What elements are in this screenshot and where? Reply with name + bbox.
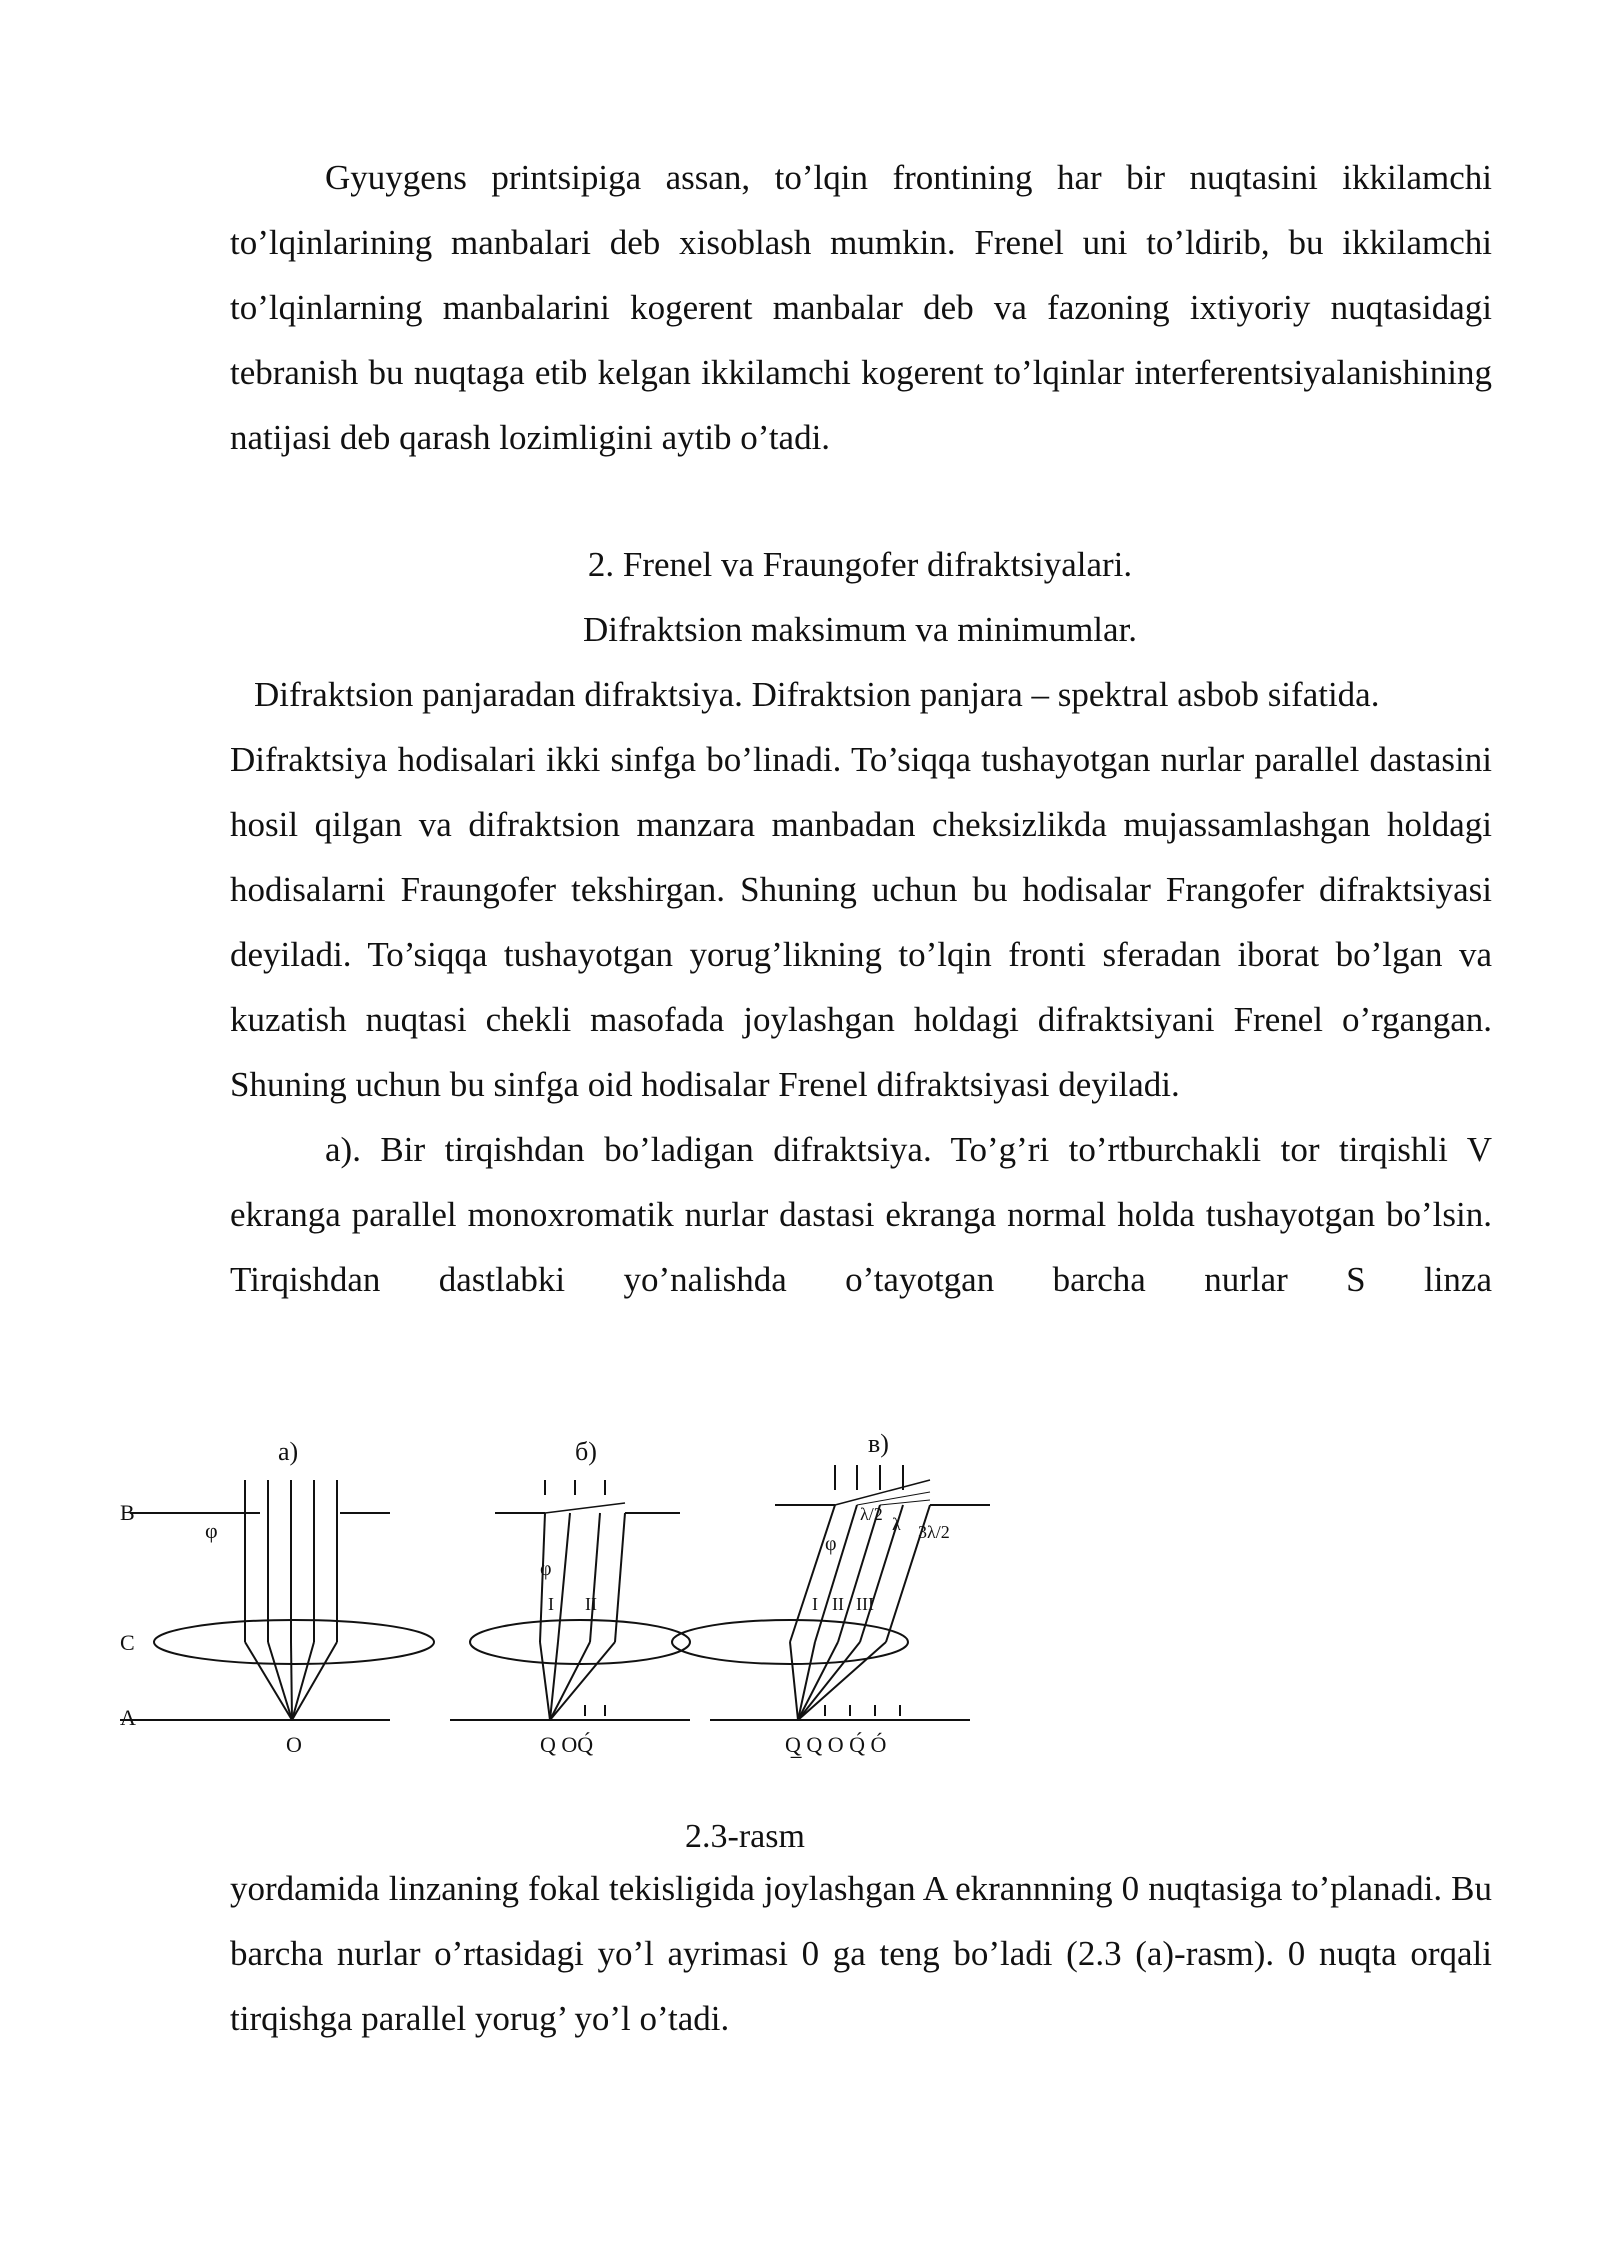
zone-i-label-b: I xyxy=(548,1594,554,1614)
zone-i-label-c: I xyxy=(812,1594,818,1614)
zone-iii-label-c: III xyxy=(856,1594,874,1614)
screen-b-label: B xyxy=(120,1500,135,1525)
phi-label-a: φ xyxy=(205,1518,218,1543)
heading-line-2: Difraktsion maksimum va minimumlar. xyxy=(582,610,1138,649)
zone-ii-label-b: II xyxy=(585,1594,597,1614)
lambda-label: λ xyxy=(892,1514,901,1534)
diffraction-figure xyxy=(100,1420,1000,1800)
panel-c-points: Q̲ Q O Q́ Ó xyxy=(785,1732,887,1757)
lambda-half-label: λ/2 xyxy=(860,1504,883,1524)
point-o-label: O xyxy=(286,1732,302,1757)
heading-line-1: 2. Frenel va Fraungofer difraktsiyalari. xyxy=(587,545,1133,584)
phi-label-c: φ xyxy=(825,1533,837,1555)
intro-block xyxy=(230,145,1492,470)
three-lambda-half-label: 3λ/2 xyxy=(918,1522,950,1542)
screen-a-label: A xyxy=(120,1705,136,1730)
panel-b-points: Q OQ́ xyxy=(540,1732,594,1757)
panel-c-label: в) xyxy=(868,1429,889,1458)
panel-b-label: б) xyxy=(575,1437,597,1466)
panel-a-label: a) xyxy=(278,1437,299,1466)
diffraction-diagram xyxy=(100,1420,1000,1800)
heading-line-3: Difraktsion panjaradan difraktsiya. Difraktsion panjara – spektral asbob sifatida. xyxy=(254,675,1380,714)
lens-c-label: C xyxy=(120,1630,135,1655)
conclusion-block xyxy=(230,1856,1492,2051)
paragraph-focal: yordamida linzaning fokal tekisligida joylashgan A ekrannning 0 nuqtasiga to’planadi. Bu barcha nurlar o’rtasidagi yo’l ayrimasi 0 ga teng bo’ladi (2.3 (a)-rasm). 0 nuqta orqali tirqishga parallel yorug’ yo’l o’tadi. xyxy=(230,1869,1492,2038)
classes-block xyxy=(230,727,1492,1312)
paragraph-single-slit: a). Bir tirqishdan bo’ladigan difraktsiya. To’g’ri to’rtburchakli tor tirqishli V ekranga parallel monoxromatik nurlar dastasi ekranga normal holda tushayotgan bo’lsin. Tirqishdan dastlabki yo’nalishda o’tayotgan barcha nurlar S linza xyxy=(230,1130,1492,1299)
section-heading xyxy=(160,532,1560,727)
zone-ii-label-c: II xyxy=(832,1594,844,1614)
paragraph-classes: Difraktsiya hodisalari ikki sinfga bo’linadi. To’siqqa tushayotgan nurlar parallel dastasini hosil qilgan va difraktsion manzara manbadan cheksizlikda mujassamlashgan holdagi hodisalarni Fraungofer tekshirgan. Shuning uchun bu hodisalar Frangofer difraktsiyasi deyiladi. To’siqqa tushayotgan yorug’likning to’lqin fronti sferadan iborat bo’lgan va kuzatish nuqtasi chekli masofada joylashgan holdagi difraktsiyani Frenel o’rgangan. Shuning uchun bu sinfga oid hodisalar Frenel difraktsiyasi deyiladi. xyxy=(230,740,1492,1104)
figure-caption: 2.3-rasm xyxy=(685,1818,805,1855)
paragraph-huygens: Gyuygens printsipiga assan, to’lqin frontining har bir nuqtasini ikkilamchi to’lqinlarining manbalari deb xisoblash mumkin. Frenel uni to’ldirib, bu ikkilamchi to’lqinlarning manbalarini kogerent manbalar deb va fazoning ixtiyoriy nuqtasidagi tebranish bu nuqtaga etib kelgan ikkilamchi kogerent to’lqinlar interferentsiyalanishining natijasi deb qarash lozimligini aytib o’tadi. xyxy=(230,158,1492,457)
phi-label-b: φ xyxy=(540,1558,552,1580)
